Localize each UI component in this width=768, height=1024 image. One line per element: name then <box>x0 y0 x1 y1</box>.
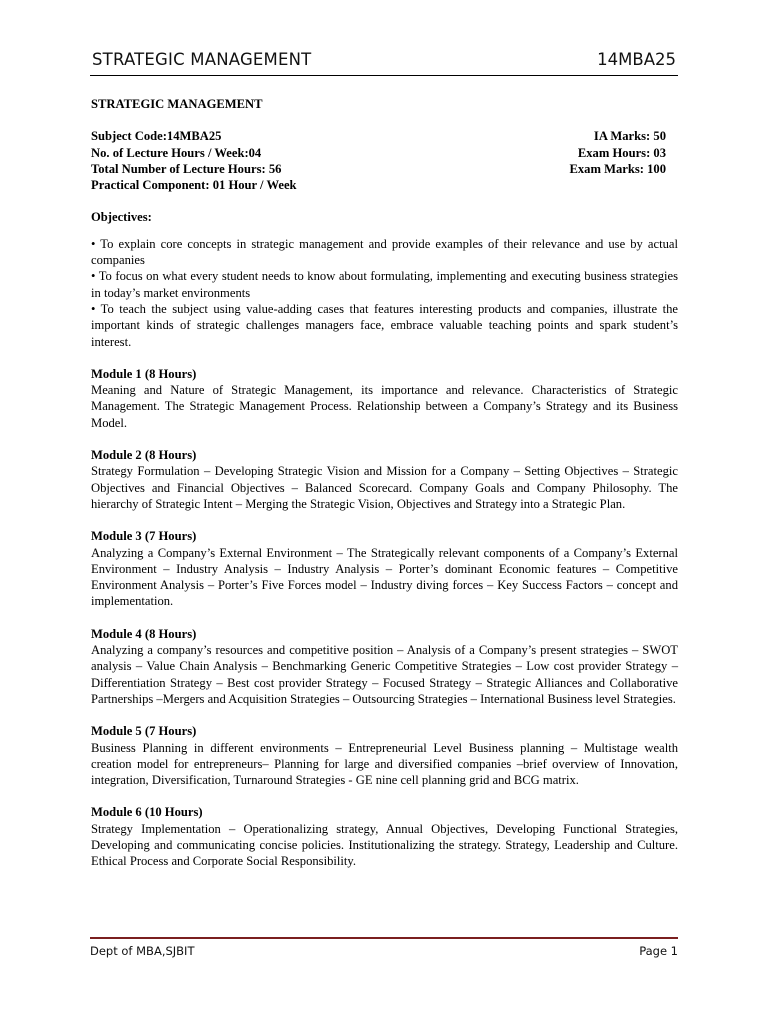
module-text: Business Planning in different environments – Entrepreneurial Level Business planning – Multistage wealth creation model for entrepreneurs– Planning for large and diversified companies –brief overview of Innovation, integration, Diversification, Turnaround Strategies - GE nine cell planning grid and BCG matrix. <box>91 740 678 788</box>
lecture-hours-week: No. of Lecture Hours / Week:04 <box>91 145 262 160</box>
exam-marks: Exam Marks: 100 <box>569 161 666 176</box>
module-text: Strategy Implementation – Operationalizing strategy, Annual Objectives, Developing Functional Strategies, Developing and communicating concise policies. Institutionalizing the strategy. Strategy, Leadership and Culture. Ethical Process and Corporate Social Responsibility. <box>91 821 678 869</box>
objective-item: • To focus on what every student needs to know about formulating, implementing and executing business strategies in today’s market environments <box>91 269 678 300</box>
module-section <box>91 626 678 707</box>
info-row <box>91 145 678 161</box>
module-heading: Module 6 (10 Hours) <box>91 805 203 820</box>
module-heading: Module 5 (7 Hours) <box>91 724 197 739</box>
module-section <box>91 804 678 869</box>
objective-item: • To explain core concepts in strategic management and provide examples of their relevance and use by actual companies <box>91 236 678 268</box>
header-title: STRATEGIC MANAGEMENT <box>92 50 312 69</box>
module-section <box>91 366 678 431</box>
module-text: Strategy Formulation – Developing Strategic Vision and Mission for a Company – Setting Objectives – Strategic Objectives and Financial Objectives – Balanced Scorecard. Company Goals and Company Philosophy. The hierarchy of Strategic Intent – Merging the Strategic Vision, Objectives and Strategy into a Strategic Plan. <box>91 464 678 511</box>
practical-component: Practical Component: 01 Hour / Week <box>91 178 297 193</box>
exam-hours: Exam Hours: 03 <box>577 145 666 160</box>
header-divider <box>90 75 678 76</box>
info-row <box>91 128 678 144</box>
page-number: Page 1 <box>639 944 678 958</box>
objective-item: • To teach the subject using value-adding cases that features interesting products and companies, illustrate the important kinds of strategic challenges managers face, embrace valuable teaching points and spark student’s interest. <box>91 301 678 349</box>
module-text: Analyzing a company’s resources and competitive position – Analysis of a Company’s present strategies – SWOT analysis – Value Chain Analysis – Benchmarking Generic Competitive Strategies – Low cost provider Strategy – Differentiation Strategy – Best cost provider Strategy – Focused Strategy – Strategic Alliances and Collaborative Partnerships –Mergers and Acquisition Strategies – Outsourcing Strategies – International Business level Strategies. <box>91 643 678 706</box>
info-row <box>91 177 678 193</box>
module-heading: Module 1 (8 Hours) <box>91 366 197 381</box>
footer-department: Dept of MBA,SJBIT <box>90 944 195 958</box>
module-text: Analyzing a Company’s External Environment – The Strategically relevant components of a Company’s External Environment – Industry Analysis – Industry Analysis – Porter’s dominant Economic features – Competitive Environment Analysis – Porter’s Five Forces model – Industry diving forces – Key Success Factors – concept and implementation. <box>91 545 678 609</box>
subject-info <box>91 128 678 193</box>
module-heading: Module 2 (8 Hours) <box>91 448 197 463</box>
subject-code: Subject Code:14MBA25 <box>91 129 222 144</box>
objectives-heading: Objectives: <box>91 210 152 225</box>
total-lecture-hours: Total Number of Lecture Hours: 56 <box>91 161 282 176</box>
page-footer <box>90 944 678 964</box>
module-section <box>91 447 678 512</box>
module-heading: Module 4 (8 Hours) <box>91 626 197 641</box>
document-body <box>91 96 678 870</box>
module-heading: Module 3 (7 Hours) <box>91 529 197 544</box>
ia-marks: IA Marks: 50 <box>593 129 666 144</box>
module-section <box>91 723 678 788</box>
page-header <box>90 46 678 76</box>
footer-divider <box>90 937 678 939</box>
module-text: Meaning and Nature of Strategic Management, its importance and relevance. Characteristics of Strategic Management. The Strategic Management Process. Relationship between a Company’s Strategy and its Business Model. <box>91 383 678 430</box>
document-title: STRATEGIC MANAGEMENT <box>91 97 263 111</box>
info-row <box>91 161 678 177</box>
module-section <box>91 528 678 609</box>
header-code: 14MBA25 <box>597 50 676 69</box>
